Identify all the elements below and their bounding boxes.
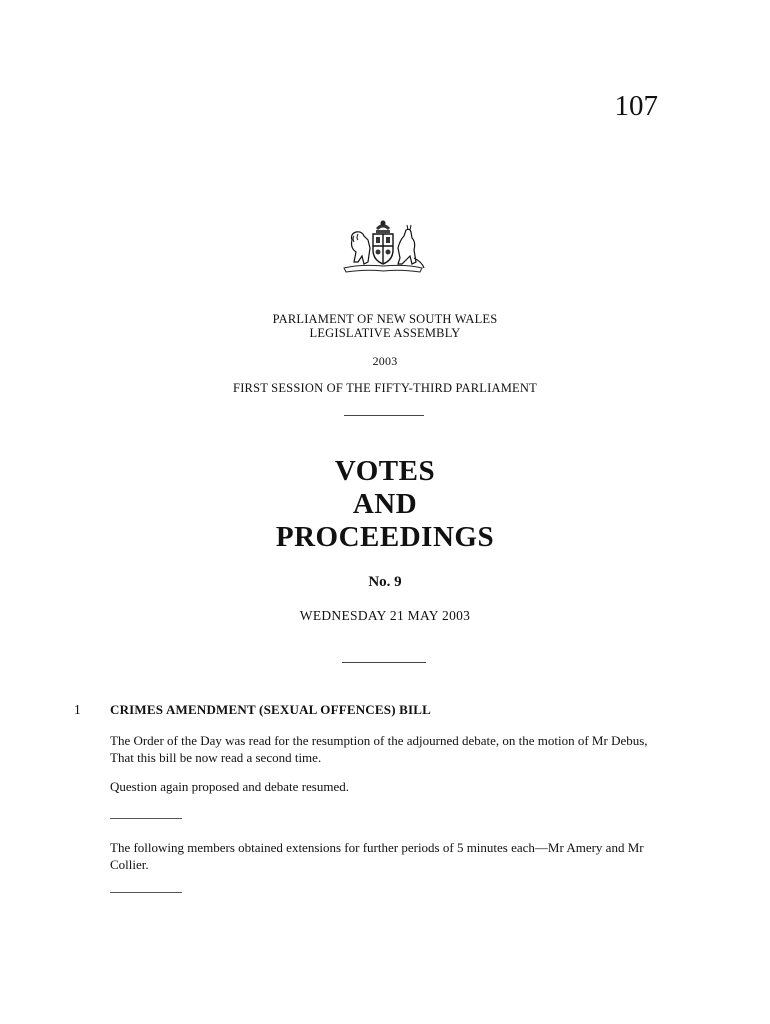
header-divider <box>344 415 424 416</box>
year: 2003 <box>372 354 398 368</box>
title-and: AND <box>352 488 418 520</box>
date-divider <box>342 662 426 663</box>
title-votes: VOTES <box>334 455 436 487</box>
issue-number: No. 9 <box>368 574 402 590</box>
section-divider-2 <box>110 892 182 893</box>
nsw-coat-of-arms-icon <box>340 218 426 274</box>
parliament-name: PARLIAMENT OF NEW SOUTH WALES <box>272 312 498 326</box>
section-divider-1 <box>110 818 182 819</box>
house-name: LEGISLATIVE ASSEMBLY <box>309 326 461 340</box>
page-number: 107 <box>614 90 658 122</box>
paragraph-order-of-day: The Order of the Day was read for the resumption of the adjourned debate, on the motion of Mr Debus, That this bill be now read a second time. <box>110 733 648 765</box>
sitting-date: WEDNESDAY 21 MAY 2003 <box>299 608 471 623</box>
title-proceedings: PROCEEDINGS <box>275 521 495 553</box>
session-line: FIRST SESSION OF THE FIFTY-THIRD PARLIAMENT <box>233 381 537 395</box>
paragraph-extensions: The following members obtained extensions for further periods of 5 minutes each—Mr Amery and Mr Collier. <box>110 840 644 872</box>
item-number: 1 <box>74 702 81 717</box>
item-heading: CRIMES AMENDMENT (SEXUAL OFFENCES) BILL <box>110 702 432 717</box>
paragraph-question: Question again proposed and debate resumed. <box>110 779 349 794</box>
